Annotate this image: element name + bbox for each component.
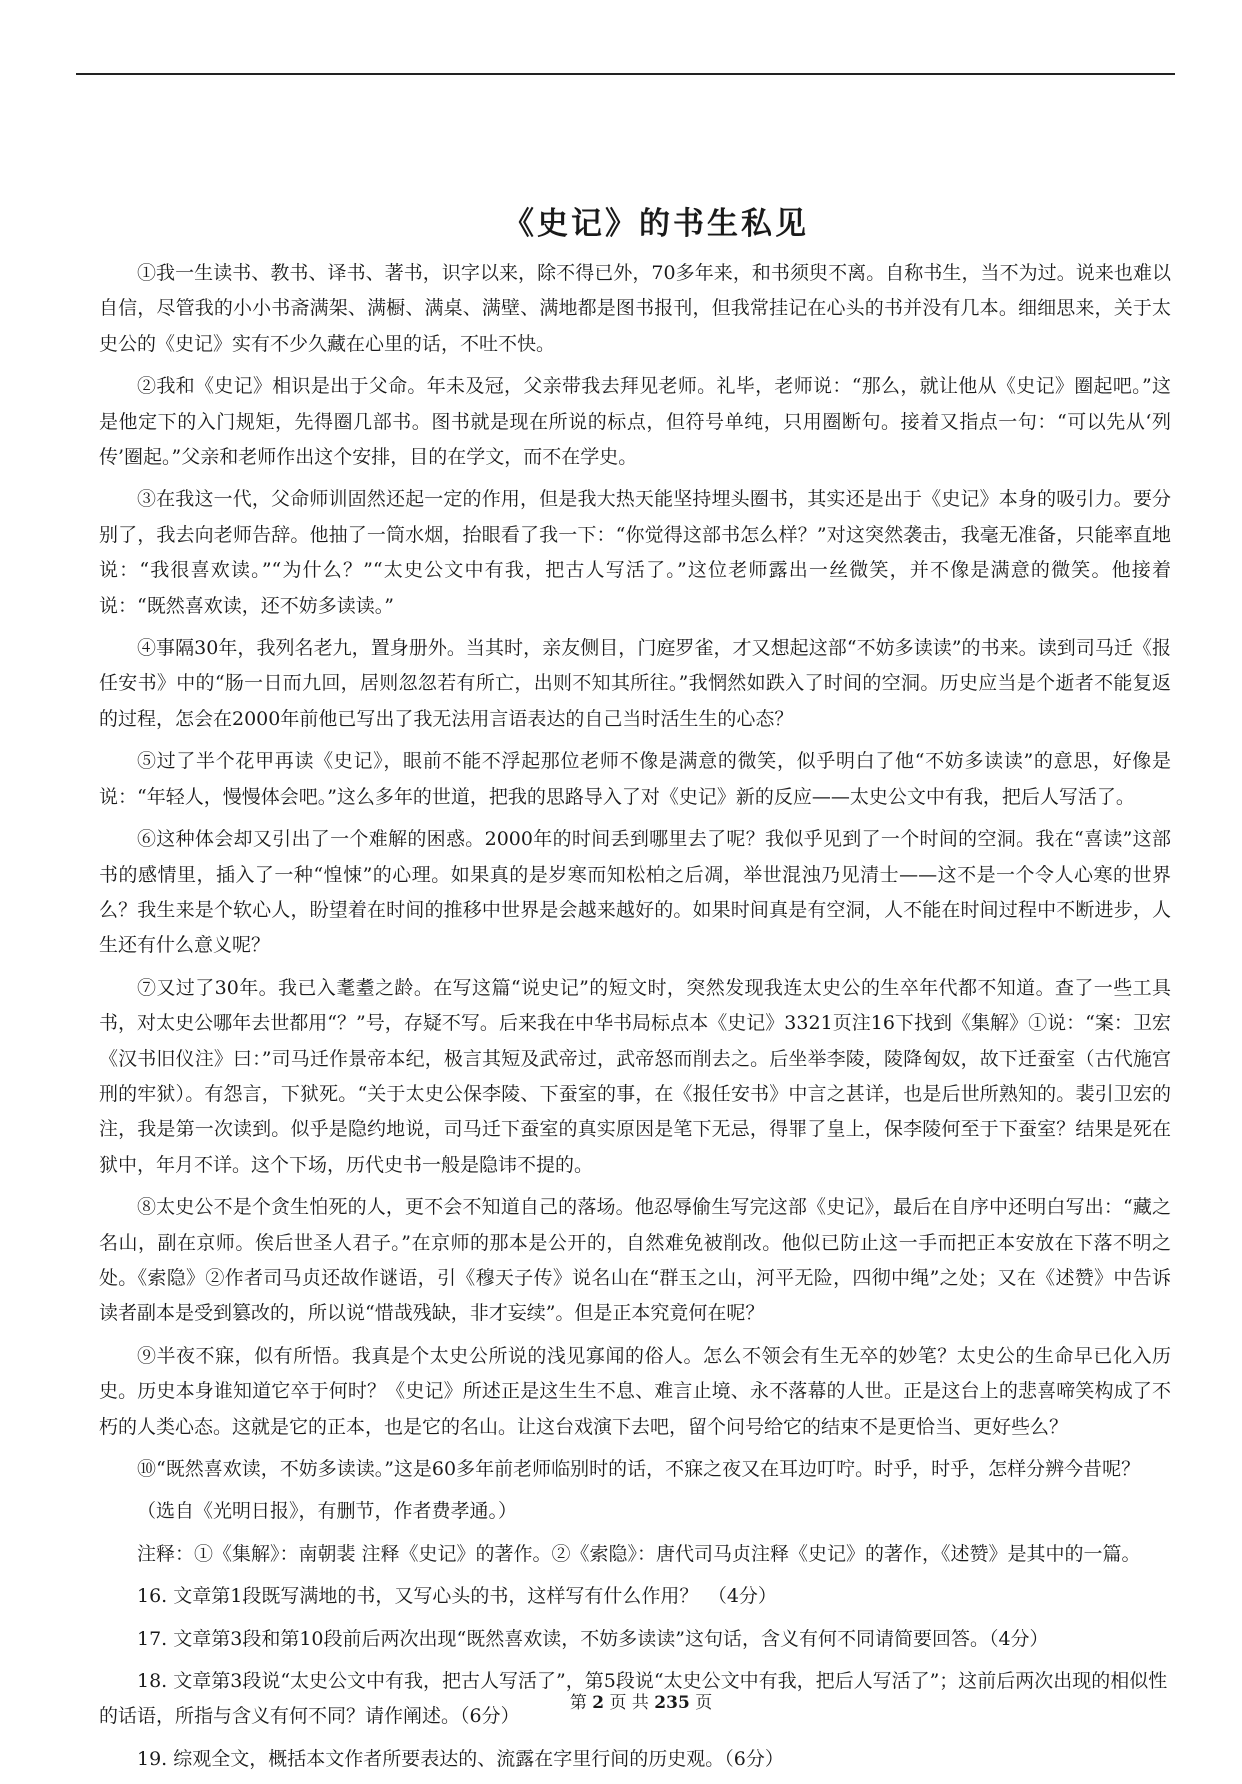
paragraph-7: ⑦又过了30年。我已入耄耋之龄。在写这篇“说史记”的短文时，突然发现我连太史公的生卒年代都不知道。查了一些工具书，对太史公哪年去世都用“？”号，存疑不写。后来我在中华书局标点本《史记》3321页注16下找到《集解》①说：“案：卫宏《汉书旧仪注》曰：”司马迁作景帝本纪，极言其短及武帝过，武帝怒而削去之。后坐举李陵，陵降匈奴，故下迁蚕室（古代施宫刑的牢狱）。有怨言，下狱死。“关于太史公保李陵、下蚕室的事，在《报任安书》中言之甚详，也是后世所熟知的。裴引卫宏的注，我是第一次读到。似乎是隐约地说，司马迁下蚕室的真实原因是笔下无忌，得罪了皇上，保李陵何至于下蚕室？结果是死在狱中，年月不详。这个下场，历代史书一般是隐讳不提的。: [99, 976, 1171, 1176]
paragraph-9: ⑨半夜不寐，似有所悟。我真是个太史公所说的浅见寡闻的俗人。怎么不领会有生无卒的妙笔？太史公的生命早已化入历史。历史本身谁知道它卒于何时？《史记》所述正是这生生不息、难言止境、永不落幕的人世。正是这台上的悲喜啼笑构成了不朽的人类心态。这就是它的正本，也是它的名山。让这台戏演下去吧，留个问号给它的结束不是更恰当、更好些么？: [99, 1344, 1171, 1438]
page-footer: [0, 1688, 1242, 1713]
paragraph-5: ⑤过了半个花甲再读《史记》，眼前不能不浮起那位老师不像是满意的微笑，似乎明白了他“不妨多读读”的意思，好像是说：“年轻人，慢慢体会吧。”这么多年的世道，把我的思路导入了对《史记》新的反应——太史公文中有我，把后人写活了。: [99, 750, 1171, 808]
source-citation: （选自《光明日报》，有删节，作者费孝通。）: [137, 1500, 518, 1523]
page-number: 2: [592, 1693, 605, 1713]
paragraph-8: ⑧太史公不是个贪生怕死的人，更不会不知道自己的落场。他忍辱偷生写完这部《史记》，最后在自序中还明白写出：“藏之名山，副在京师。俟后世圣人君子。”在京师的那本是公开的，自然难免被削改。他似已防止这一手而把正本安放在下落不明之处。《索隐》②作者司马贞还故作谜语，引《穆天子传》说名山在“群玉之山，河平无险，四彻中绳”之处；又在《述赞》中告诉读者副本是受到篡改的，所以说“惜哉残缺，非才妄续”。但是正本究竟何在呢？: [99, 1196, 1171, 1325]
article-title: 《史记》的书生私见: [503, 206, 809, 242]
question-19: 19. 综观全文，概括本文作者所要表达的、流露在字里行间的历史观。（6分）: [137, 1747, 784, 1770]
footer-prefix: 第: [569, 1693, 587, 1713]
paragraph-10: ⑩“既然喜欢读，不妨多读读。”这是60多年前老师临别时的话，不寐之夜又在耳边叮咛。时乎，时乎，怎样分辨今昔呢？: [137, 1458, 1141, 1480]
paragraph-6: ⑥这种体会却又引出了一个难解的困惑。2000年的时间丢到哪里去了呢？我似乎见到了一个时间的空洞。我在“喜读”这部书的感情里，插入了一种“惶悚”的心理。如果真的是岁寒而知松柏之后凋，举世混浊乃见清士——这不是一个令人心寒的世界么？我生来是个软心人，盼望着在时间的推移中世界是会越来越好的。如果时间真是有空洞，人不能在时间过程中不断进步，人生还有什么意义呢？: [99, 828, 1171, 957]
article-body: [99, 256, 1171, 1784]
paragraph-1: ①我一生读书、教书、译书、著书，识字以来，除不得已外，70多年来，和书须臾不离。自称书生，当不为过。说来也难以自信，尽管我的小小书斋满架、满橱、满桌、满壁、满地都是图书报刊，但我常挂记在心头的书并没有几本。细细思来，关于太史公的《史记》实有不少久藏在心里的话，不吐不快。: [99, 262, 1171, 355]
footer-middle: 页 共: [609, 1693, 649, 1713]
question-18: 18. 文章第3段说“太史公文中有我，把古人写活了”，第5段说“太史公文中有我，把后人写活了”；这前后两次出现的相似性的话语，所指与含义有何不同？请作阐述。（6分）: [99, 1670, 1168, 1728]
paragraph-3: ③在我这一代，父命师训固然还起一定的作用，但是我大热天能坚持埋头圈书，其实还是出于《史记》本身的吸引力。要分别了，我去向老师告辞。他抽了一筒水烟，抬眼看了我一下：“你觉得这部书怎么样？”对这突然袭击，我毫无准备，只能率直地说：“我很喜欢读。”“为什么？”“太史公文中有我，把古人写活了。”这位老师露出一丝微笑，并不像是满意的微笑。他接着说：“既然喜欢读，还不妨多读读。”: [99, 488, 1171, 617]
paragraph-4: ④事隔30年，我列名老九，置身册外。当其时，亲友侧目，门庭罗雀，才又想起这部“不妨多读读”的书来。读到司马迁《报任安书》中的“肠一日而九回，居则忽忽若有所亡，出则不知其所往。”我惘然如跌入了时间的空洞。历史应当是个逝者不能复返的过程，怎会在2000年前他已写出了我无法用言语表达的自己当时活生生的心态？: [99, 637, 1171, 730]
header-rule: [76, 73, 1175, 75]
paragraph-2: ②我和《史记》相识是出于父命。年未及冠，父亲带我去拜见老师。礼毕，老师说：“那么，就让他从《史记》圈起吧。”这是他定下的入门规矩，先得圈几部书。图书就是现在所说的标点，但符号单纯，只用圈断句。接着又指点一句：“可以先从‘列传’圈起。”父亲和老师作出这个安排，目的在学文，而不在学史。: [99, 375, 1171, 469]
question-16: 16. 文章第1段既写满地的书，又写心头的书，这样写有什么作用？ （4分）: [137, 1585, 777, 1608]
footer-suffix: 页: [695, 1693, 713, 1713]
question-17: 17. 文章第3段和第10段前后两次出现“既然喜欢读，不妨多读读”这句话，含义有何不同请简要回答。（4分）: [137, 1627, 1049, 1650]
annotation-note: 注释：①《集解》：南朝裴 注释《史记》的著作。②《索隐》：唐代司马贞注释《史记》的著作，《述赞》是其中的一篇。: [137, 1542, 1141, 1565]
page-total: 235: [654, 1693, 690, 1713]
